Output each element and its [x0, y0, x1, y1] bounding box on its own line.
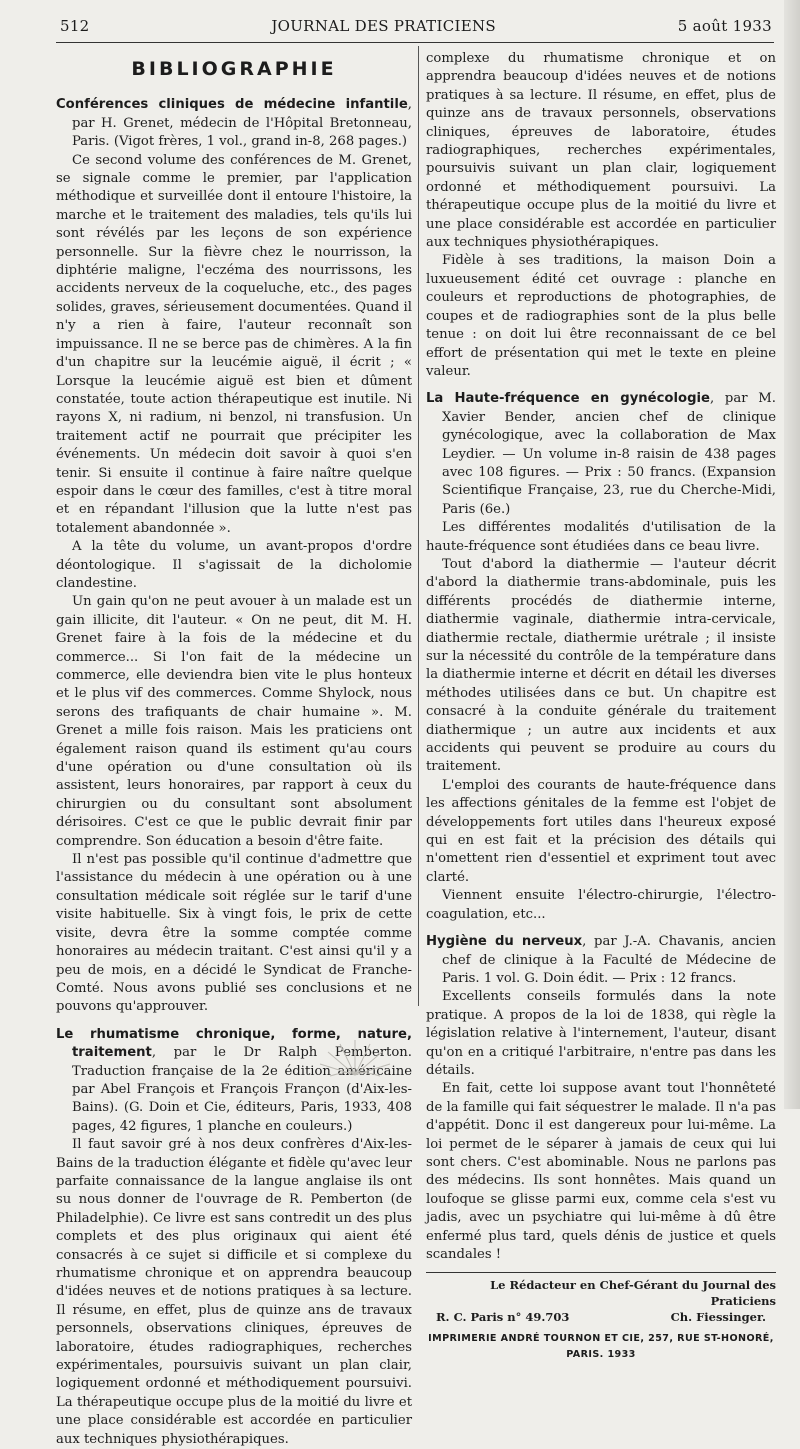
- review-entry-4: [426, 933, 776, 1264]
- book-title: Conférences cliniques de médecine infantile: [56, 97, 408, 113]
- issue-date: 5 août 1933: [677, 17, 772, 35]
- printer-line: IMPRIMERIE ANDRÉ TOURNON ET CIE, 257, RUE ST-HONORÉ, PARIS. 1933: [428, 1333, 774, 1361]
- right-column: [426, 50, 776, 1363]
- book-title: La Haute-fréquence en gynécologie: [426, 391, 710, 407]
- review-entry-1: [56, 96, 412, 1016]
- paragraph: Un gain qu'on ne peut avouer à un malade est un gain illicite, dit l'auteur. « On ne peut, dit M. H. Grenet faire à la fois de la médecine et du commerce... Si l'on fait de la médecine un commerce, elle deviendra bien vite le plus honteux et le plus vif des commerces. Comme Shylock, nous serons des trafiquants de chair humaine ». M. Grenet a mille fois raison. Mais les praticiens ont également raison quand ils estiment qu'au cours d'une opération ou d'une consultation où ils assistent, leurs honoraires, par rapport à ceux du chirurgien ou du consultant sont absolument dérisoires. C'est ce que le public devrait finir par comprendre. Son éducation a besoin d'être faite.: [56, 594, 412, 849]
- paragraph: Ce second volume des conférences de M. Grenet, se signale comme le premier, par l'application méthodique et surveillée dont il entoure l'histoire, la marche et le traitement des maladies, tels qu'ils lui sont révélés par les leçons de son expérience personnelle. Sur la fièvre chez le nourrisson, la diphtérie maligne, l'eczéma des nourrissons, les accidents nerveux de la coqueluche, etc., des pages solides, graves, sérieusement documentées. Quand il n'y a rien à faire, l'auteur reconnaît son impuissance. Il ne se berce pas de chimères. A la fin d'un chapitre sur la leucémie aiguë, il écrit ; « Lorsque la leucémie aiguë est bien et dûment constatée, toute action thérapeutique est inutile. Ni rayons X, ni radium, ni benzol, ni transfusion. Un traitement actif ne pourrait que précipiter les événements. Un médecin doit savoir à quoi s'en tenir. Si ensuite il continue à faire naître quelque espoir dans le cœur des familles, c'est à titre moral et en répandant l'illusion que la lutte n'est pas totalement abandonnée ».: [56, 152, 412, 536]
- book-reference: , par le Dr Ralph Pemberton. Traduction française de la 2e édition américaine par Abel François et François Françon (d'Aix-les-Bains). (G. Doin et Cie, éditeurs, Paris, 1933, 408 pages, 42 figures, 1 planche en couleurs.): [72, 1045, 412, 1134]
- imprint-footer: [426, 1277, 776, 1363]
- book-title: Hygiène du nerveux: [426, 934, 583, 950]
- book-reference: , par H. Grenet, médecin de l'Hôpital Bretonneau, Paris. (Vigot frères, 1 vol., grand in-8, 268 pages.): [72, 97, 412, 150]
- left-column: [56, 50, 412, 1447]
- entry-body: [56, 1136, 412, 1447]
- paragraph: Il n'est pas possible qu'il continue d'admettre que l'assistance du médecin à une opération ou à une consultation médicale soit réglée sur le tarif d'une visite habituelle. Six à vingt fois, le prix de cette visite, devra être la somme comptée comme honoraires au médecin traitant. C'est ainsi qu'il y a peu de mois, en a décidé le Syndicat de Franche-Comté. Nous avons publié ses conclusions et ne pouvons qu'approuver.: [56, 852, 412, 1015]
- entry-body: [426, 519, 776, 924]
- printer-ornament: [310, 1030, 400, 1080]
- signatory-name: Ch. Fiessinger.: [670, 1310, 766, 1325]
- paragraph: Fidèle à ses traditions, la maison Doin a luxueusement édité cet ouvrage : planche en couleurs et reproductions de photographies, de coupes et de radiographies sont de la plus belle tenue : on doit lui être reconnaissant de ce bel effort de présentation qui met le texte en pleine valeur.: [426, 253, 776, 379]
- book-title: Le rhumatisme chronique, forme, nature, traitement: [56, 1026, 412, 1061]
- entry-heading: [426, 390, 776, 519]
- paragraph: En fait, cette loi suppose avant tout l'honnêteté de la famille qui fait séquestrer le malade. Il n'a pas d'appétit. Donc il est dangereux pour lui-même. La loi permet de le séparer à jamais de ceux qui lui sont chers. C'est abominable. Nous ne parlons pas des médecins. Ils sont honnêtes. Mais quand un loufoque se glisse parmi eux, comme cela s'est vu jadis, avec un psychiatre qui lui-même à dû être enfermé plus tard, quels dénis de justice et quels scandales !: [426, 1081, 776, 1262]
- book-reference: , par J.-A. Chavanis, ancien chef de clinique à la Faculté de Médecine de Paris. 1 vol. G. Doin édit. — Prix : 12 francs.: [442, 934, 776, 986]
- footer-rule: [426, 1272, 776, 1273]
- book-reference: , par M. Xavier Bender, ancien chef de clinique gynécologique, avec la collaboration de Max Leydier. — Un volume in-8 raisin de 438 pages avec 108 figures. — Prix : 50 francs. (Expansion Scientifique Française, 23, rue du Cherche-Midi, Paris (6e.): [442, 391, 776, 517]
- registration-line: [426, 1309, 776, 1325]
- entry-body: [56, 152, 412, 1017]
- running-header: [60, 14, 772, 38]
- paragraph: Excellents conseils formulés dans la note pratique. A propos de la loi de 1838, qui règle la législation relative à l'internement, l'auteur, disant qu'on en a critiqué l'arbitraire, n'entre pas dans les détails.: [426, 989, 776, 1078]
- page-edge-shadow: [784, 0, 800, 1109]
- page-number: 512: [60, 17, 90, 35]
- entry-body: [426, 988, 776, 1264]
- paragraph: Il faut savoir gré à nos deux confrères d'Aix-les-Bains de la traduction élégante et fidèle qu'avec leur parfaite connaissance de la langue anglaise ils ont su nous donner de l'ouvrage de R. Pemberton (de Philadelphie). Ce livre est sans contredit un des plus complets et des plus originaux qui aient été consacrés à ce sujet si difficile et si complexe du rhumatisme chronique et on apprendra beaucoup d'idées neuves et de notions pratiques à sa lecture. Il résume, en effet, plus de quinze ans de travaux personnels, observations cliniques, épreuves de laboratoire, études radiographiques, recherches expérimentales, poursuivis suivant un plan clair, logiquement ordonné et méthodiquement poursuivi. La thérapeutique occupe plus de la moitié du livre et une place considérable est accordée en particulier aux techniques physiothérapiques.: [56, 1137, 412, 1447]
- registration-number: R. C. Paris n° 49.703: [436, 1310, 570, 1325]
- paragraph: L'emploi des courants de haute-fréquence dans les affections génitales de la femme est l'objet de développements fort utiles dans l'heureux exposé qui en est fait et la précision des détails qui n'omettent rien d'essentiel et expriment tout avec clarté.: [426, 777, 776, 885]
- paragraph: A la tête du volume, un avant-propos d'ordre déontologique. Il s'agissait de la dicholomie clandestine.: [56, 539, 412, 591]
- paragraph-continued: complexe du rhumatisme chronique et on apprendra beaucoup d'idées neuves et de notions pratiques à sa lecture. Il résume, en effet, plus de quinze ans de travaux personnels, observations cliniques, épreuves de laboratoire, études radiographiques, recherches expérimentales, poursuivis suivant un plan clair, logiquement ordonné et méthodiquement poursuivi. La thérapeutique occupe plus de la moitié du livre et une place considérable est accordée en particulier aux techniques physiothérapiques.: [426, 51, 776, 251]
- entry-heading: [56, 96, 412, 151]
- paragraph: Tout d'abord la diathermie — l'auteur décrit d'abord la diathermie trans-abdominale, puis les différents procédés de diathermie interne, diathermie vaginale, diathermie intra-cervicale, diathermie rectale, diathermie urétrale ; il insiste sur la nécessité du contrôle de la température dans la diathermie interne et décrit en détail les diverses méthodes utilisées dans ce but. Un chapitre est consacré à la conduite générale du traitement diathermique ; un autre aux incidents et aux accidents qui peuvent se produire au cours du traitement.: [426, 556, 776, 775]
- journal-title: JOURNAL DES PRATICIENS: [271, 17, 496, 35]
- column-divider: [418, 46, 419, 1006]
- header-rule: [56, 42, 774, 43]
- entry-body-continued: [426, 50, 776, 381]
- editor-line: Le Rédacteur en Chef-Gérant du Journal des Praticiens: [490, 1278, 776, 1309]
- review-entry-3: [426, 390, 776, 924]
- paragraph: Viennent ensuite l'électro-chirurgie, l'électro-coagulation, etc...: [426, 888, 776, 922]
- section-title: BIBLIOGRAPHIE: [131, 58, 337, 80]
- paragraph: Les différentes modalités d'utilisation de la haute-fréquence sont étudiées dans ce beau livre.: [426, 520, 776, 554]
- entry-heading: [426, 933, 776, 988]
